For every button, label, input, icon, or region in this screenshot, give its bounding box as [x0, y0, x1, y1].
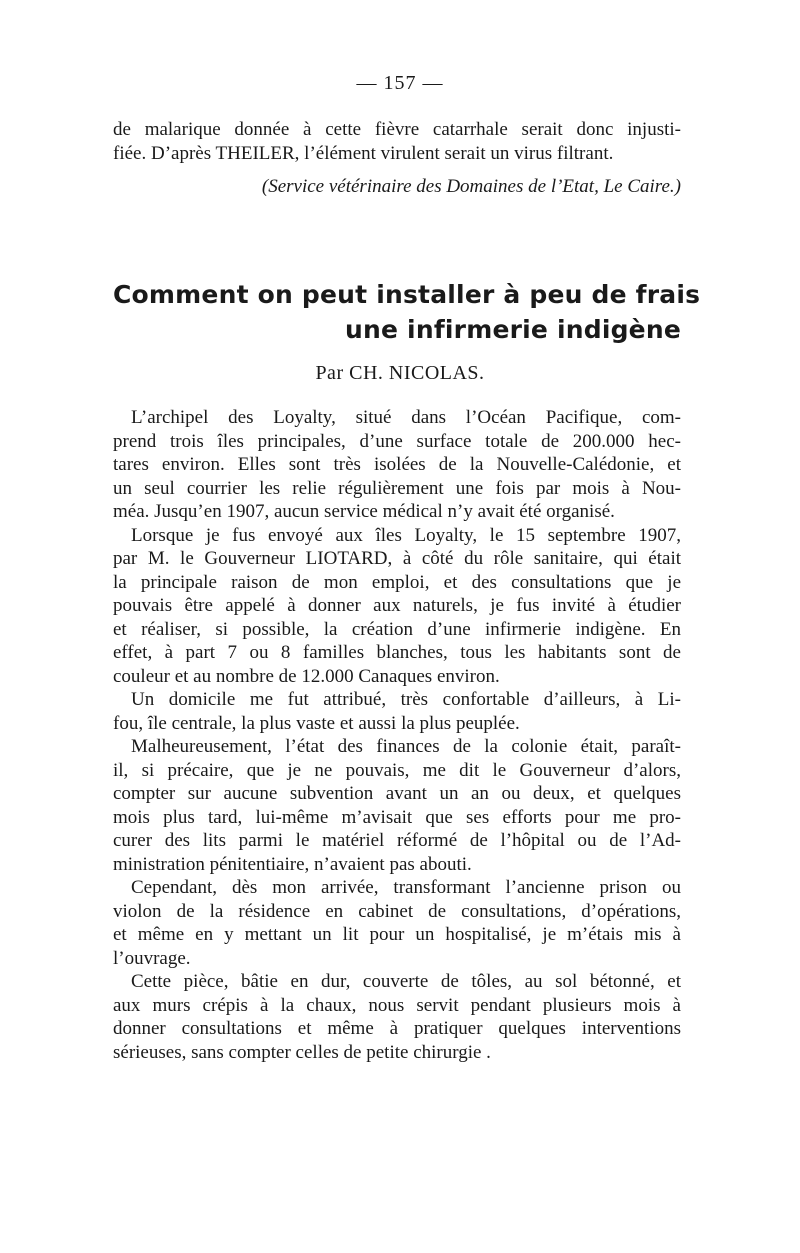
paragraph-line: fiée. D’après THEILER, l’élément virulent serait un virus filtrant.	[113, 143, 614, 164]
paragraph-line: couleur et au nombre de 12.000 Canaques environ.	[113, 665, 500, 687]
paragraph-line: Cette pièce, bâtie en dur, couverte de tôles, au sol bétonné, et	[131, 971, 681, 992]
page-number: — 157 —	[356, 72, 444, 94]
paragraph-line: fou, île centrale, la plus vaste et aussi la plus peuplée.	[113, 712, 520, 734]
paragraph-line: méa. Jusqu’en 1907, aucun service médical n’y avait été organisé.	[113, 501, 615, 522]
paragraph-line: l’ouvrage.	[113, 947, 191, 969]
paragraph-line: curer des lits parmi le matériel réformé de l’hôpital ou de l’Ad-	[113, 830, 681, 851]
paragraph-line: par M. le Gouverneur LIOTARD, à côté du rôle sanitaire, qui était	[113, 548, 681, 569]
paragraph-line: effet, à part 7 ou 8 familles blanches, tous les habitants sont de	[113, 642, 681, 663]
paragraph-line: tares environ. Elles sont très isolées de la Nouvelle-Calédonie, et	[113, 454, 681, 475]
paragraph-line: Malheureusement, l’état des finances de la colonie était, paraît-	[131, 736, 681, 757]
paragraph-line: compter sur aucune subvention avant un an ou deux, et quelques	[113, 783, 681, 804]
paragraph-line: donner consultations et même à pratiquer quelques interventions	[113, 1018, 681, 1039]
paragraph-line: L’archipel des Loyalty, situé dans l’Océan Pacifique, com-	[131, 407, 681, 428]
paragraph-line: de malarique donnée à cette fièvre catarrhale serait donc injusti-	[113, 119, 681, 140]
paragraph-line: ministration pénitentiaire, n’avaient pas abouti.	[113, 853, 472, 875]
paragraph-line: un seul courrier les relie régulièrement une fois par mois à Nou-	[113, 477, 681, 499]
paragraph-line: et même en y mettant un lit pour un hospitalisé, je m’étais mis à	[113, 924, 681, 945]
paragraph-line: la principale raison de mon emploi, et des consultations que je	[113, 571, 681, 593]
article-title-line-2: une infirmerie indigène	[345, 315, 681, 344]
paragraph-line: mois plus tard, lui-même m’avisait que ses efforts pour me pro-	[113, 806, 681, 828]
article-title-line-1: Comment on peut installer à peu de frais	[113, 280, 701, 309]
paragraph-line: violon de la résidence en cabinet de consultations, d’opérations,	[113, 900, 681, 922]
paragraph-line: pouvais être appelé à donner aux naturels, je fus invité à étudier	[113, 595, 681, 616]
paragraph-line: aux murs crépis à la chaux, nous servit pendant plusieurs mois à	[113, 994, 681, 1016]
paragraph-line: Lorsque je fus envoyé aux îles Loyalty, le 15 septembre 1907,	[131, 524, 681, 546]
paragraph-line: prend trois îles principales, d’une surface totale de 200.000 hec-	[113, 430, 681, 452]
source-signoff: (Service vétérinaire des Domaines de l’Etat, Le Caire.)	[261, 176, 681, 197]
paragraph-line: il, si précaire, que je ne pouvais, me dit le Gouverneur d’alors,	[113, 759, 681, 781]
article-body	[113, 406, 681, 1064]
paragraph-line: sérieuses, sans compter celles de petite chirurgie .	[113, 1041, 491, 1063]
paragraph-line: et réaliser, si possible, la création d’une infirmerie indigène. En	[113, 618, 681, 640]
author-byline: Par CH. NICOLAS.	[315, 362, 485, 384]
top-paragraph	[113, 118, 681, 166]
paragraph-line: Un domicile me fut attribué, très confortable d’ailleurs, à Li-	[131, 689, 681, 710]
paragraph-line: Cependant, dès mon arrivée, transformant l’ancienne prison ou	[131, 877, 681, 898]
